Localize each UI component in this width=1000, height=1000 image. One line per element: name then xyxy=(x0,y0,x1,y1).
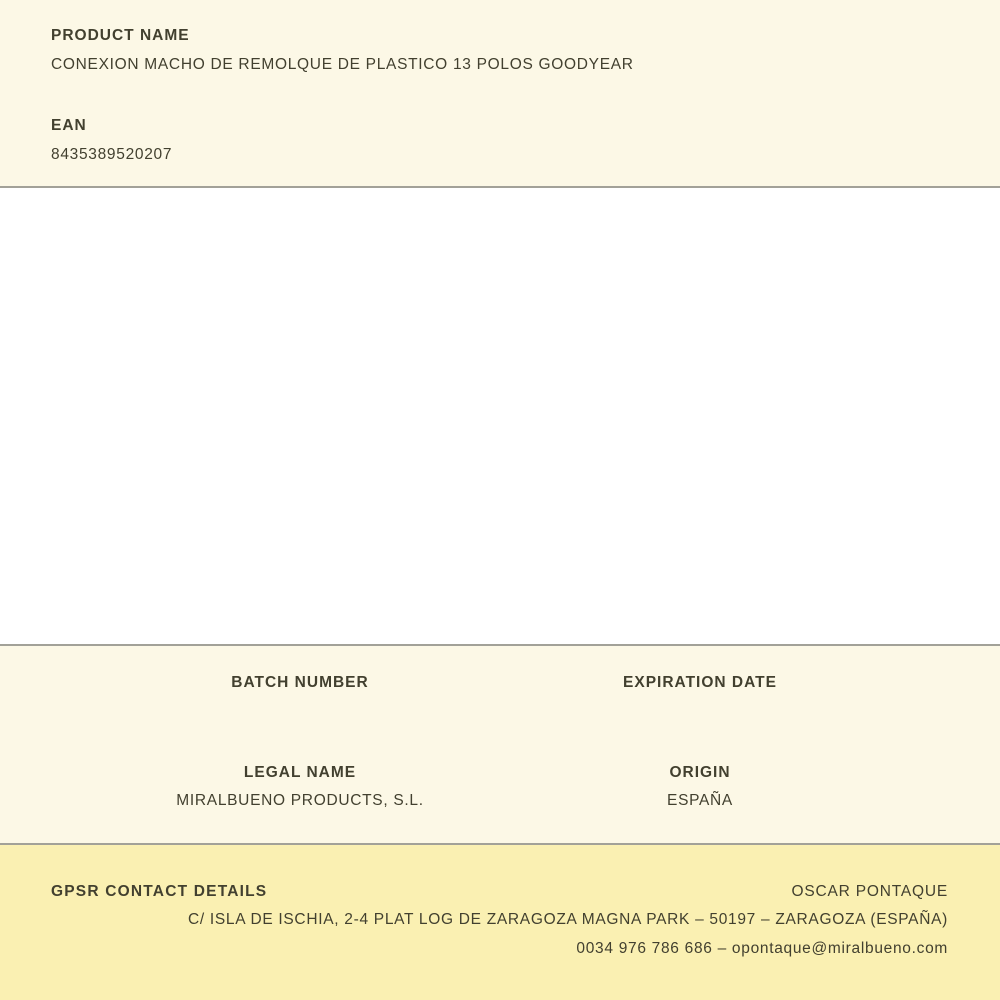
origin-cell xyxy=(500,764,900,843)
product-name-label: PRODUCT NAME xyxy=(51,27,190,44)
expiration-date-label: EXPIRATION DATE xyxy=(623,674,777,691)
product-name-value: CONEXION MACHO DE REMOLQUE DE PLASTICO 13 POLOS GOODYEAR xyxy=(51,56,634,73)
product-name-field xyxy=(51,27,950,73)
product-header-section xyxy=(0,0,1000,186)
product-image-area xyxy=(0,188,1000,644)
ean-value: 8435389520207 xyxy=(51,146,173,163)
product-details-section xyxy=(0,646,1000,843)
gpsr-header-row xyxy=(51,883,948,901)
origin-label: ORIGIN xyxy=(669,764,731,781)
gpsr-contact-address: C/ ISLA DE ISCHIA, 2-4 PLAT LOG DE ZARAGOZA MAGNA PARK – 50197 – ZARAGOZA (ESPAÑA) xyxy=(187,911,948,928)
gpsr-contact-section xyxy=(0,845,1000,1000)
legal-name-value: MIRALBUENO PRODUCTS, S.L. xyxy=(176,792,424,809)
ean-field xyxy=(51,117,950,163)
ean-label: EAN xyxy=(51,117,87,134)
gpsr-contact-phone-email: 0034 976 786 686 – opontaque@miralbueno.com xyxy=(576,940,948,957)
batch-number-cell xyxy=(100,674,500,692)
origin-value: ESPAÑA xyxy=(667,792,733,809)
batch-number-label: BATCH NUMBER xyxy=(231,674,369,691)
legal-name-label: LEGAL NAME xyxy=(243,764,357,781)
legal-name-cell xyxy=(100,764,500,843)
expiration-date-cell xyxy=(500,674,900,692)
gpsr-contact-name: OSCAR PONTAQUE xyxy=(791,883,948,900)
gpsr-contact-details-label: GPSR CONTACT DETAILS xyxy=(51,883,268,900)
